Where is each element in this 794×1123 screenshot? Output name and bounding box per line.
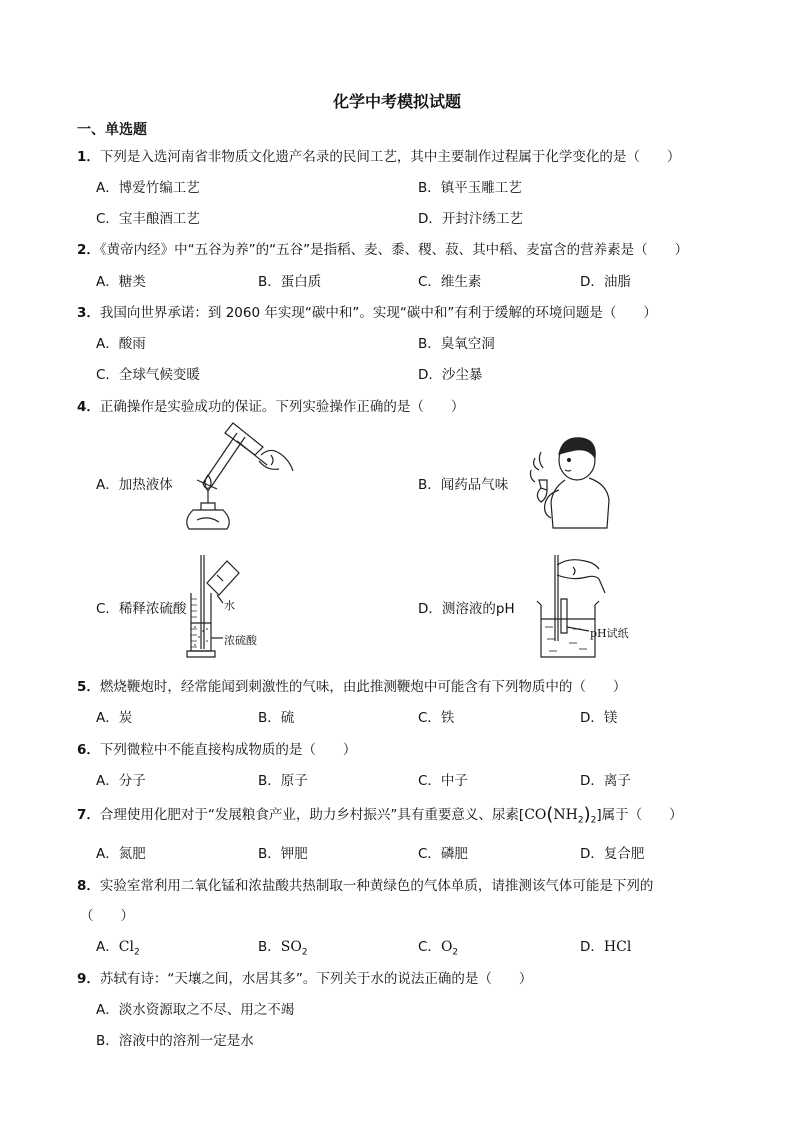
question-text: 《黄帝内经》中“五谷为养”的“五谷”是指稻、麦、黍、稷、菽、其中稻、麦富含的营养素是（ ） (99, 242, 689, 258)
question-9 (77, 967, 532, 987)
question-2 (77, 238, 688, 258)
formula-main: CO (524, 807, 547, 823)
option: D．油脂 (580, 274, 631, 290)
heating-liquid-figure (175, 425, 295, 535)
option: A．糖类 (96, 274, 146, 290)
question-4 (77, 395, 464, 415)
question-text: 下列是入选河南省非物质文化遗产名录的民间工艺，其中主要制作过程属于化学变化的是（ ） (99, 149, 681, 165)
option: C．稀释浓硫酸 (96, 601, 187, 617)
option: A．氮肥 (96, 846, 146, 862)
option: B．臭氧空洞 (418, 336, 495, 352)
question-number: 9． (77, 971, 100, 987)
option: A．分子 (96, 773, 146, 789)
water-label: 水 (224, 599, 235, 612)
urea-formula: $[CO(NH_2)_2]$ (518, 804, 602, 826)
question-text: 苏轼有诗：“天壤之间，水居其多”。下列关于水的说法正确的是（ ） (99, 971, 533, 987)
option: A．淡水资源取之不尽、用之不竭 (96, 1002, 295, 1018)
option: A．博爱竹编工艺 (96, 180, 200, 196)
option: A．炭 (96, 710, 133, 726)
question-1 (77, 145, 680, 165)
option: D．镁 (580, 710, 618, 726)
question-text: 燃烧鞭炮时，经常能闻到刺激性的气味，由此推测鞭炮中可能含有下列物质中的（ ） (99, 679, 627, 695)
question-text: 下列微粒中不能直接构成物质的是（ ） (99, 742, 357, 758)
formula-outer-sub: 2 (590, 815, 597, 826)
question-number: 8． (77, 878, 100, 894)
question-number: 1． (77, 149, 100, 165)
question-number: 7． (77, 807, 100, 823)
smelling-figure (525, 430, 620, 530)
formula-group: NH (553, 807, 578, 823)
option: D．沙尘暴 (418, 367, 483, 383)
ph-measure-figure (533, 553, 613, 661)
question-number: 6． (77, 742, 100, 758)
question-text: 实验室常利用二氧化锰和浓盐酸共热制取一种黄绿色的气体单质，请推测该气体可能是下列的 (99, 878, 654, 894)
option: C．全球气候变暖 (96, 367, 200, 383)
question-5 (77, 675, 626, 695)
question-text: 我国向世界承诺：到 2060 年实现“碳中和”。实现“碳中和”有利于缓解的环境问题是（ ） (99, 305, 657, 321)
option: B．$SO_2$ (258, 939, 308, 958)
option: B．蛋白质 (258, 274, 322, 290)
ph-paper-label: pH试纸 (590, 627, 629, 640)
question-number: 2． (77, 242, 100, 258)
option: C．中子 (418, 773, 468, 789)
question-text: 正确操作是实验成功的保证。下列实验操作正确的是（ ） (99, 399, 465, 415)
option: A．$Cl_2$ (96, 939, 140, 958)
question-number: 4． (77, 399, 100, 415)
option: B．闻药品气味 (418, 477, 509, 493)
option: D．测溶液的pH (418, 601, 515, 617)
option: C．铁 (418, 710, 455, 726)
option: D．复合肥 (580, 846, 645, 862)
option: D．HCl (580, 939, 632, 955)
option: C．维生素 (418, 274, 482, 290)
question-7 (77, 803, 683, 826)
question-8-line2: （ ） (80, 908, 134, 924)
option: A．酸雨 (96, 336, 146, 352)
question-text-end: 属于（ ） (601, 807, 683, 823)
question-8 (77, 874, 653, 894)
section-heading: 一、单选题 (77, 122, 147, 138)
option: A．加热液体 (96, 477, 173, 493)
option: C．磷肥 (418, 846, 468, 862)
formula-sub: 2 (577, 815, 584, 826)
question-number: 3． (77, 305, 100, 321)
option: B．溶液中的溶剂一定是水 (96, 1033, 254, 1049)
question-number: 5． (77, 679, 100, 695)
option: B．硫 (258, 710, 295, 726)
question-text: 合理使用化肥对于“发展粮食产业，助力乡村振兴”具有重要意义、尿素 (99, 807, 519, 823)
page-title: 化学中考模拟试题 (332, 92, 461, 111)
acid-label: 浓硫酸 (224, 634, 257, 647)
question-6 (77, 738, 356, 758)
option: C．宝丰酿酒工艺 (96, 211, 200, 227)
question-3 (77, 301, 657, 321)
option: D．离子 (580, 773, 631, 789)
option: D．开封汴绣工艺 (418, 211, 523, 227)
option: C．$O_2$ (418, 939, 459, 958)
option: B．原子 (258, 773, 308, 789)
option: B．镇平玉雕工艺 (418, 180, 522, 196)
option: B．钾肥 (258, 846, 308, 862)
